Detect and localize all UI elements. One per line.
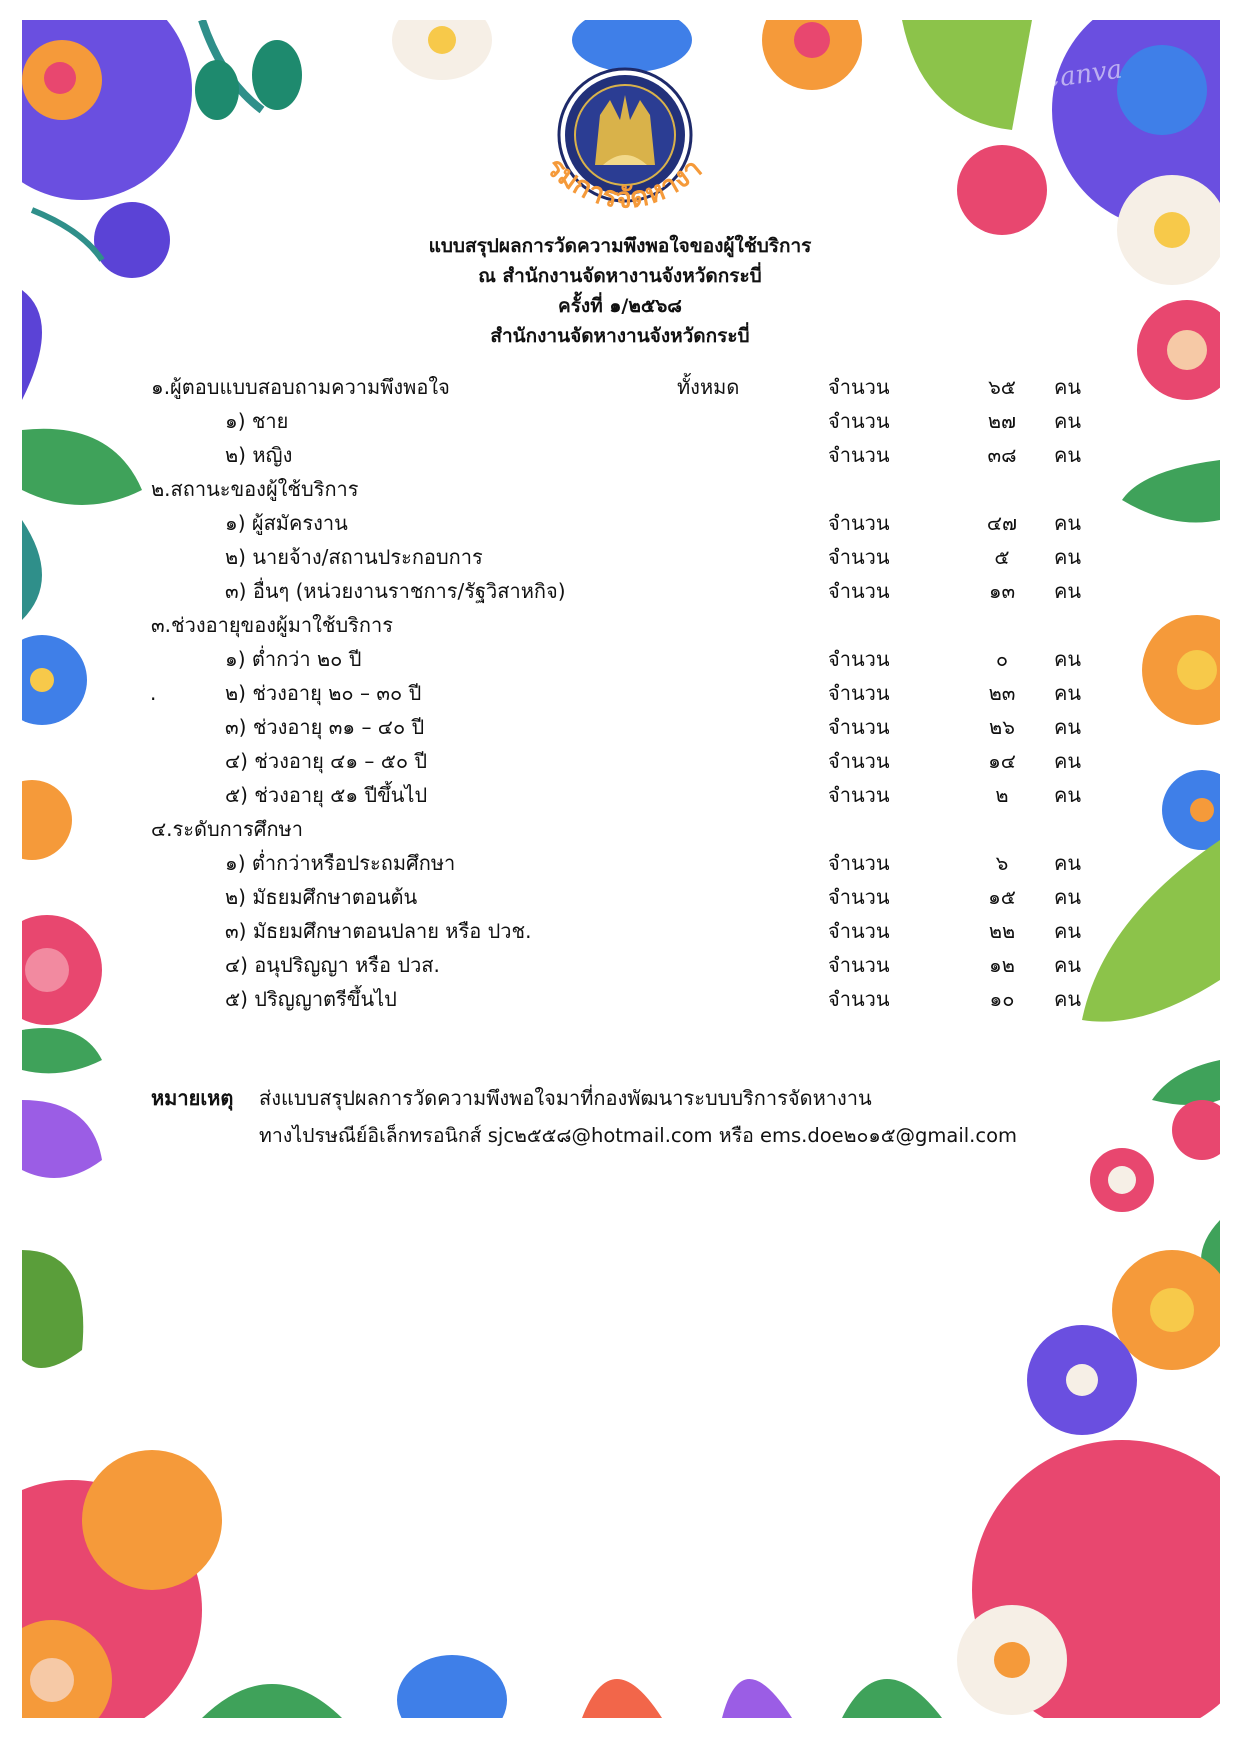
document-page xyxy=(110,20,1130,1718)
title-line-1: แบบสรุปผลการวัดความพึงพอใจของผู้ใช้บริการ xyxy=(428,235,812,257)
count-value: ๓๘ xyxy=(987,443,1017,467)
item-label: ๕) ช่วงอายุ ๕๑ ปีขึ้นไป xyxy=(225,783,428,807)
count-value: ๑๔ xyxy=(988,749,1016,773)
unit-label: คน xyxy=(1054,749,1082,773)
count-value: ๖๕ xyxy=(988,375,1016,399)
count-label: จำนวน xyxy=(828,375,890,399)
list-item xyxy=(110,440,1130,470)
item-label: ๑) ต่ำกว่าหรือประถมศึกษา xyxy=(225,851,456,875)
unit-label: คน xyxy=(1054,987,1082,1011)
section-age xyxy=(110,610,1130,640)
count-label: จำนวน xyxy=(828,443,890,467)
count-value: ๐ xyxy=(995,647,1009,671)
list-item xyxy=(110,406,1130,436)
unit-label: คน xyxy=(1054,715,1082,739)
unit-label: คน xyxy=(1054,885,1082,909)
count-label: จำนวน xyxy=(828,647,890,671)
count-value: ๒๖ xyxy=(989,715,1015,739)
unit-label: คน xyxy=(1054,375,1082,399)
count-label: จำนวน xyxy=(828,579,890,603)
list-item xyxy=(110,508,1130,538)
count-value: ๒๗ xyxy=(987,409,1017,433)
unit-label: คน xyxy=(1054,443,1082,467)
item-label: ๑) ชาย xyxy=(225,409,289,433)
count-value: ๒ xyxy=(995,783,1009,807)
item-label: ๕) ปริญญาตรีขึ้นไป xyxy=(225,987,397,1011)
unit-label: คน xyxy=(1054,579,1082,603)
item-label: ๒) นายจ้าง/สถานประกอบการ xyxy=(225,545,483,569)
count-value: ๔๗ xyxy=(986,511,1018,535)
item-label: ๒) หญิง xyxy=(225,443,293,467)
count-label: จำนวน xyxy=(828,919,890,943)
count-value: ๑๒ xyxy=(989,953,1015,977)
section-label: ๓.ช่วงอายุของผู้มาใช้บริการ xyxy=(151,613,394,637)
count-value: ๒๒ xyxy=(988,919,1016,943)
note-line-1: ส่งแบบสรุปผลการวัดความพึงพอใจมาที่กองพัฒนาระบบบริการจัดหางาน xyxy=(259,1086,872,1110)
list-item xyxy=(110,712,1130,742)
section-label: ๑.ผู้ตอบแบบสอบถามความพึงพอใจ xyxy=(151,375,450,399)
stray-mark: . xyxy=(150,681,157,705)
item-label: ๑) ต่ำกว่า ๒๐ ปี xyxy=(225,647,362,671)
title-line-3: ครั้งที่ ๑/๒๕๖๘ xyxy=(558,295,682,317)
list-item xyxy=(110,746,1130,776)
unit-label: คน xyxy=(1054,511,1082,535)
count-label: จำนวน xyxy=(828,681,890,705)
section-status xyxy=(110,474,1130,504)
section-education xyxy=(110,814,1130,844)
item-label: ๒) มัธยมศึกษาตอนต้น xyxy=(225,885,418,909)
count-value: ๒๓ xyxy=(988,681,1016,705)
list-item xyxy=(110,576,1130,606)
unit-label: คน xyxy=(1054,647,1082,671)
count-label: จำนวน xyxy=(828,545,890,569)
count-label: จำนวน xyxy=(828,783,890,807)
count-label: จำนวน xyxy=(828,409,890,433)
unit-label: คน xyxy=(1054,409,1082,433)
unit-label: คน xyxy=(1054,919,1082,943)
list-item xyxy=(110,678,1130,708)
count-label: จำนวน xyxy=(828,885,890,909)
section-label: ๒.สถานะของผู้ใช้บริการ xyxy=(151,477,359,501)
list-item xyxy=(110,848,1130,878)
item-label: ๔) ช่วงอายุ ๔๑ – ๕๐ ปี xyxy=(225,749,428,773)
item-label: ๓) อื่นๆ (หน่วยงานราชการ/รัฐวิสาหกิจ) xyxy=(225,579,566,603)
count-value: ๑๕ xyxy=(988,885,1016,909)
note-line-2: ทางไปรษณีย์อิเล็กทรอนิกส์ sjc๒๕๕๘@hotmail.com หรือ ems.doe๒๐๑๕@gmail.com xyxy=(259,1124,1018,1147)
item-label: ๔) อนุปริญญา หรือ ปวส. xyxy=(225,953,440,977)
item-label: ๒) ช่วงอายุ ๒๐ – ๓๐ ปี xyxy=(225,681,422,705)
list-item xyxy=(110,916,1130,946)
item-label: ๓) มัธยมศึกษาตอนปลาย หรือ ปวช. xyxy=(225,919,532,943)
title-line-2: ณ สำนักงานจัดหางานจังหวัดกระบี่ xyxy=(478,265,762,287)
list-item xyxy=(110,882,1130,912)
count-value: ๖ xyxy=(995,851,1009,875)
list-item xyxy=(110,984,1130,1014)
item-label: ๑) ผู้สมัครงาน xyxy=(225,511,348,535)
count-value: ๕ xyxy=(994,545,1010,569)
section-respondents xyxy=(110,372,1130,402)
logo-text: รมการจัดหางา xyxy=(540,150,709,215)
unit-label: คน xyxy=(1054,953,1082,977)
watermark: Canva xyxy=(1038,54,1125,96)
unit-label: คน xyxy=(1054,851,1082,875)
count-value: ๑๐ xyxy=(989,987,1015,1011)
item-label: ๓) ช่วงอายุ ๓๑ – ๔๐ ปี xyxy=(225,715,425,739)
list-item xyxy=(110,542,1130,572)
count-label: จำนวน xyxy=(828,987,890,1011)
title-line-4: สำนักงานจัดหางานจังหวัดกระบี่ xyxy=(490,325,750,347)
count-label: จำนวน xyxy=(828,511,890,535)
list-item xyxy=(110,644,1130,674)
section-label: ๔.ระดับการศึกษา xyxy=(151,817,303,841)
count-label: จำนวน xyxy=(828,749,890,773)
seal-icon xyxy=(525,60,725,250)
total-label: ทั้งหมด xyxy=(677,375,740,399)
department-logo xyxy=(525,60,725,250)
note-label: หมายเหตุ xyxy=(151,1086,234,1110)
count-label: จำนวน xyxy=(828,851,890,875)
count-label: จำนวน xyxy=(828,953,890,977)
count-value: ๑๓ xyxy=(988,579,1016,603)
count-label: จำนวน xyxy=(828,715,890,739)
unit-label: คน xyxy=(1054,681,1082,705)
unit-label: คน xyxy=(1054,783,1082,807)
unit-label: คน xyxy=(1054,545,1082,569)
list-item xyxy=(110,950,1130,980)
list-item xyxy=(110,780,1130,810)
